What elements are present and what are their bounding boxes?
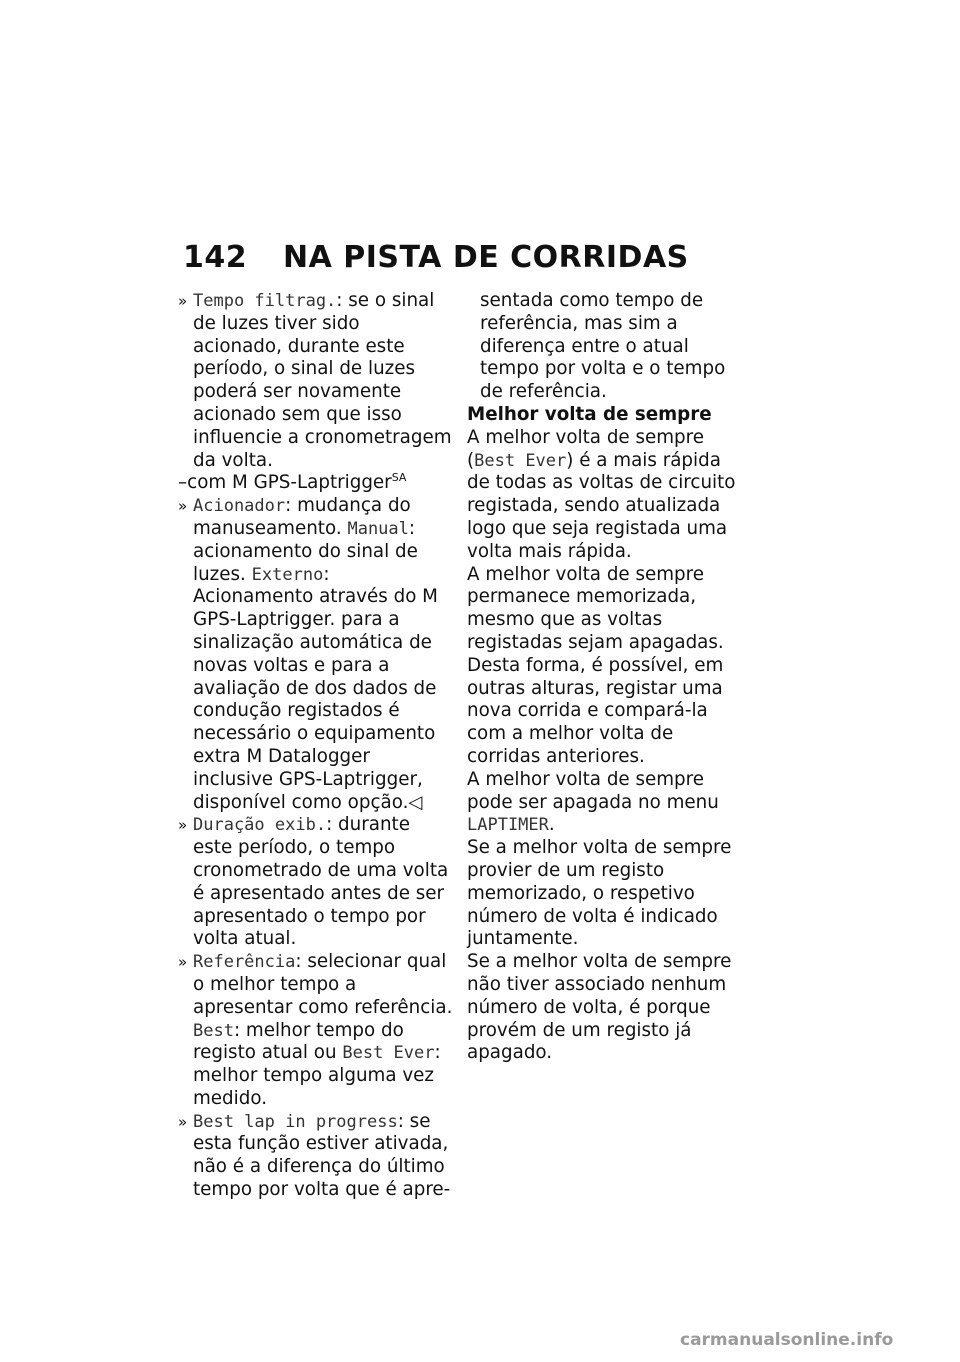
continued-text: sentada como tempo de referência, mas sim a diferença entre o atual tempo por volta e o tempo de referência. bbox=[480, 290, 726, 403]
list-item-tempo-filtrag bbox=[178, 290, 453, 472]
menu-term: LAPTIMER bbox=[467, 815, 549, 836]
menu-term: Best bbox=[193, 1020, 234, 1041]
menu-term: Acionador bbox=[193, 496, 286, 517]
menu-term: Referência bbox=[193, 952, 296, 973]
list-item-best-lap bbox=[178, 1111, 453, 1202]
section-heading: Melhor volta de sempre bbox=[467, 403, 712, 425]
watermark: carmanualsonline.info bbox=[680, 1330, 894, 1350]
end-mark-icon: ◁ bbox=[408, 791, 423, 813]
item-text: : durante este período, o tempo cronometrado de uma volta é apresentado antes de ser apresentado o tempo por volta atual. bbox=[193, 814, 449, 950]
item-text: : se esta função estiver ativada, não é a diferença do último tempo por volta que é apre- bbox=[193, 1110, 451, 1201]
paragraph: Se a melhor volta de sempre provier de um registo memorizado, o respetivo número de volta é indicado juntamente. bbox=[467, 837, 732, 950]
menu-term: Best Ever bbox=[474, 450, 567, 471]
paragraph-text: A melhor volta de sempre ( bbox=[467, 426, 705, 471]
bullet-icon: » bbox=[178, 497, 188, 516]
item-text: : acionamento do sinal de luzes. bbox=[193, 517, 418, 585]
menu-term: Tempo filtrag. bbox=[193, 291, 337, 311]
paragraph: A melhor volta de sempre permanece memorizada, mesmo que as voltas registadas sejam apagadas. Desta forma, é possível, em outras alturas, registar uma nova corrida e compará-la com a melhor volta de corridas anteriores. bbox=[467, 563, 724, 767]
paragraph bbox=[467, 769, 742, 837]
menu-term: Duração exib. bbox=[193, 815, 327, 836]
equipment-note bbox=[178, 472, 453, 495]
list-item-acionador bbox=[178, 495, 453, 814]
paragraph bbox=[467, 427, 742, 564]
menu-term: Externo bbox=[251, 564, 324, 585]
bullet-icon: » bbox=[178, 1112, 188, 1131]
item-text: : Acionamento através do M GPS-Laptrigger. para a sinalização automática de novas voltas e para a avaliação de dos dados de condução registados é necessário o equipamento extra M Datalogger inclusive GPS-Laptrigger, disponível como opção. bbox=[193, 563, 438, 813]
page-header bbox=[183, 240, 743, 275]
paragraph-text: ) é a mais rápida de todas as voltas de circuito registada, sendo atualizada logo que seja registada uma volta mais rápida. bbox=[467, 449, 736, 562]
menu-term: Best lap in progress bbox=[193, 1111, 398, 1132]
page-number: 142 bbox=[183, 240, 248, 275]
left-column bbox=[178, 290, 453, 1202]
bullet-icon: » bbox=[178, 292, 188, 310]
item-text: : melhor tempo alguma vez medido. bbox=[193, 1042, 441, 1109]
list-item-duracao-exib bbox=[178, 814, 453, 951]
equipment-note-text: com M GPS-Laptrigger bbox=[187, 472, 392, 494]
right-column bbox=[467, 290, 742, 1065]
bullet-icon: » bbox=[178, 953, 188, 972]
dash-icon: – bbox=[178, 472, 188, 494]
menu-term: Manual bbox=[347, 518, 409, 539]
page-title: NA PISTA DE CORRIDAS bbox=[283, 240, 689, 275]
item-text: : se o sinal de luzes tiver sido acionado, durante este período, o sinal de luzes poderá ser novamente acionado sem que isso influencie a cronometragem da volta. bbox=[193, 290, 452, 471]
bullet-icon: » bbox=[178, 816, 188, 835]
equipment-code: SA bbox=[391, 471, 407, 485]
item-text: : mudança do manuseamento. bbox=[193, 495, 411, 539]
list-item-referencia bbox=[178, 951, 453, 1111]
paragraph-text: . bbox=[548, 814, 555, 836]
item-text: : selecionar qual o melhor tempo a apresentar como referência. bbox=[193, 951, 453, 1018]
paragraph: Se a melhor volta de sempre não tiver associado nenhum número de volta, é porque provém de um registo já apagado. bbox=[467, 951, 732, 1064]
paragraph-text: A melhor volta de sempre pode ser apagada no menu bbox=[467, 768, 719, 813]
item-text: : melhor tempo do registo atual ou bbox=[193, 1019, 404, 1064]
menu-term: Best Ever bbox=[342, 1043, 435, 1064]
